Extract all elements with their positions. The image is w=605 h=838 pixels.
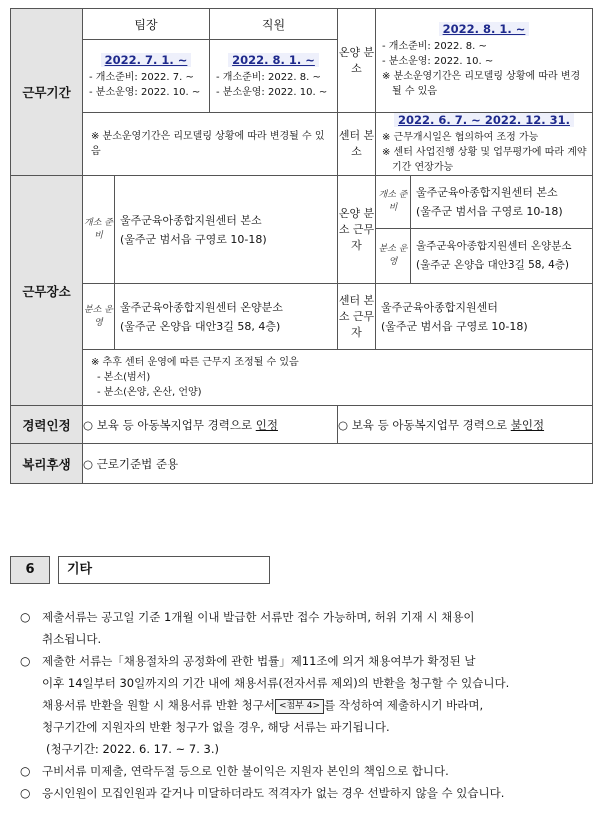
left-op-address [115, 284, 338, 350]
work-place-label: 근무장소 [11, 176, 83, 406]
bullet-2-line-3-b: 를 작성하여 제출하시기 바라며, [324, 698, 484, 712]
center-worker-label: 센터 본소 근무자 [338, 284, 376, 350]
job-conditions-table [10, 8, 593, 484]
career-recognized-option [83, 406, 338, 444]
left-prep-tag: 개소 준비 [83, 176, 115, 284]
left-prep-address [115, 176, 338, 284]
left-op-tag: 분소 운영 [83, 284, 115, 350]
team-leader-period-cell [83, 40, 210, 113]
bullet-2-line-1: 제출한 서류는「채용절차의 공정화에 관한 법률」제11조에 의거 채용여부가 확정된 날 [42, 654, 476, 668]
onyang-period-note: ※ 분소운영기간은 리모델링 상황에 따라 변경될 수 있음 [382, 71, 581, 97]
bullet-3-text: 구비서류 미제출, 연락두절 등으로 인한 불이익은 지원자 본인의 책임으로 합니다. [42, 764, 449, 778]
work-place-note-3: - 분소(온양, 온산, 언양) [97, 387, 202, 398]
section-number: 6 [10, 556, 50, 584]
list-item [20, 650, 595, 672]
onyang-period-date: 2022. 8. 1. ~ [439, 22, 530, 36]
onyang-op-line: - 분소운영: 2022. 10. ~ [382, 56, 494, 67]
period-note: ※ 분소운영기간은 리모델링 상황에 따라 변경될 수 있음 [91, 131, 325, 157]
left-op-address-name: 울주군육아종합지원센터 온양분소 [120, 300, 283, 314]
bullet-1-line-2: 취소됩니다. [42, 632, 102, 646]
work-period-label: 근무기간 [11, 9, 83, 176]
left-op-address-detail: (울주군 온양읍 대안3길 58, 4층) [120, 319, 281, 333]
right-op-address-name: 울주군육아종합지원센터 온양분소 [416, 240, 572, 252]
welfare-label: 복리후생 [11, 444, 83, 484]
left-prep-address-detail: (울주군 범서읍 구영로 10-18) [120, 232, 267, 246]
staff-date: 2022. 8. 1. ~ [228, 53, 319, 67]
center-note-1: ※ 근무개시일은 협의하여 조정 가능 [382, 132, 539, 143]
bullet-2-line-2: 이후 14일부터 30일까지의 기간 내에 채용서류(전자서류 제외)의 반환을 청구할 수 있습니다. [42, 676, 510, 690]
onyang-worker-label: 온양 분소 근무자 [338, 176, 376, 284]
notes-list [20, 606, 595, 804]
bullet-2-line-4: 청구기간에 지원자의 반환 청구가 없을 경우, 해당 서류는 파기됩니다. [42, 720, 390, 734]
col-staff: 직원 [210, 9, 338, 40]
career-opt1-prefix: ○ 보육 등 아동복지업무 경력으로 [83, 417, 256, 432]
right-prep-address-name: 울주군육아종합지원센터 본소 [416, 186, 558, 199]
section-title: 기타 [58, 556, 270, 584]
right-op-address [411, 229, 593, 284]
career-opt2-prefix: ○ 보육 등 아동복지업무 경력으로 [338, 417, 511, 432]
onyang-period-cell [376, 9, 593, 113]
team-leader-date: 2022. 7. 1. ~ [101, 53, 192, 67]
left-prep-address-name: 울주군육아종합지원센터 본소 [120, 213, 262, 227]
team-leader-prep-line: - 개소준비: 2022. 7. ~ [89, 71, 194, 83]
list-item [20, 782, 595, 804]
list-item [20, 606, 595, 628]
center-main-label: 센터 본소 [338, 113, 376, 176]
bullet-2-line-3 [20, 694, 595, 716]
center-address-detail: (울주군 범서읍 구영로 10-18) [381, 319, 528, 333]
work-place-note-2: - 본소(범서) [97, 372, 151, 383]
bullet-4-text: 응시인원이 모집인원과 같거나 미달하더라도 적격자가 없는 경우 선발하지 않을 수 있습니다. [42, 786, 505, 800]
staff-period-cell [210, 40, 338, 113]
right-op-tag: 분소 운영 [376, 229, 411, 284]
work-place-note-1: ※ 추후 센터 운영에 따른 근무지 조정될 수 있음 [91, 357, 299, 368]
bullet-circle-icon: ○ [20, 610, 31, 624]
staff-prep-line: - 개소준비: 2022. 8. ~ [216, 71, 321, 83]
career-label: 경력인정 [11, 406, 83, 444]
center-note-2: ※ 센터 사업진행 상황 및 업무평가에 따라 계약기간 연장가능 [382, 147, 587, 173]
bullet-circle-icon: ○ [20, 654, 31, 668]
period-note-cell [83, 113, 338, 176]
bullet-circle-icon: ○ [20, 764, 31, 778]
center-address [376, 284, 593, 350]
onyang-prep-line: - 개소준비: 2022. 8. ~ [382, 41, 487, 52]
col-team-leader: 팀장 [83, 9, 210, 40]
right-prep-tag: 개소 준비 [376, 176, 411, 229]
onyang-branch-label: 온양 분소 [338, 9, 376, 113]
center-period-date: 2022. 6. 7. ~ 2022. 12. 31. [394, 113, 574, 127]
career-opt1-word: 인정 [255, 417, 278, 432]
right-prep-address [411, 176, 593, 229]
bullet-2-line-5: (청구기간: 2022. 6. 17. ~ 7. 3.) [46, 742, 219, 756]
career-not-recognized-option [338, 406, 593, 444]
section-header [10, 556, 270, 584]
bullet-1-line-1: 제출서류는 공고일 기준 1개월 이내 발급한 서류만 접수 가능하며, 허위 기재 시 채용이 [42, 610, 475, 624]
attachment-ref-box: <첨부 4> [275, 699, 324, 714]
staff-op-line: - 분소운영: 2022. 10. ~ [216, 86, 328, 98]
welfare-text: ○ 근로기준법 준용 [83, 444, 593, 484]
bullet-circle-icon: ○ [20, 786, 31, 800]
center-address-name: 울주군육아종합지원센터 [381, 300, 498, 314]
list-item [20, 760, 595, 782]
team-leader-op-line: - 분소운영: 2022. 10. ~ [89, 86, 201, 98]
work-place-note-cell [83, 350, 593, 406]
right-op-address-detail: (울주군 온양읍 대안3길 58, 4층) [416, 259, 570, 271]
career-opt2-word: 불인정 [510, 417, 545, 432]
bullet-2-line-3-a: 채용서류 반환을 원할 시 채용서류 반환 청구서 [42, 698, 276, 712]
right-prep-address-detail: (울주군 범서읍 구영로 10-18) [416, 205, 563, 218]
center-period-cell [376, 113, 593, 176]
